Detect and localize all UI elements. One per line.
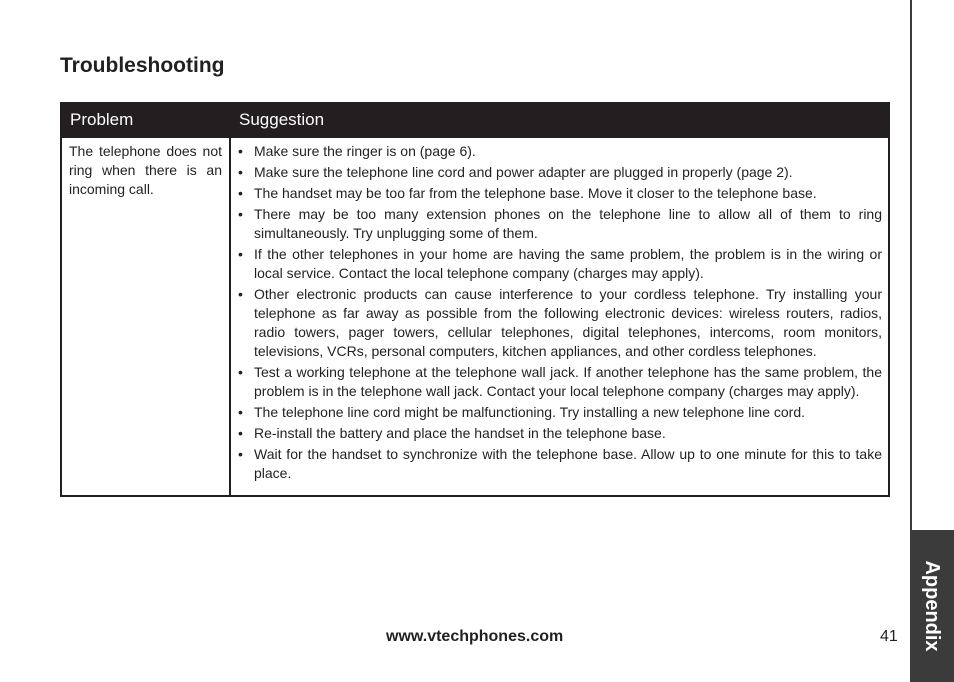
suggestion-item	[237, 403, 882, 422]
side-tab-label: Appendix	[921, 560, 944, 652]
suggestion-text: Wait for the handset to synchronize with the telephone base. Allow up to one minute for this to take place.	[254, 446, 882, 481]
bullet-icon: •	[238, 143, 243, 159]
suggestion-cell	[230, 137, 889, 496]
suggestion-text: Other electronic products can cause interference to your cordless telephone. Try installing your telephone as far away as possible from the following electronic devices: wireless routers, radios, radio towers, pager towers, cellular telephones, digital telephones, intercoms, room monitors, televisions, VCRs, personal computers, kitchen appliances, and other cordless telephones.	[254, 286, 882, 359]
bullet-icon: •	[238, 446, 243, 462]
footer-website-url: www.vtechphones.com	[386, 628, 564, 645]
suggestion-text: The telephone line cord might be malfunctioning. Try installing a new telephone line cord.	[254, 404, 805, 420]
bullet-icon: •	[238, 246, 243, 262]
suggestion-text: Make sure the ringer is on (page 6).	[254, 143, 476, 159]
bullet-icon: •	[238, 286, 243, 302]
suggestion-text: Test a working telephone at the telephone wall jack. If another telephone has the same problem, the problem is in the telephone wall jack. Contact your local telephone company (charges may apply).	[254, 364, 882, 399]
bullet-icon: •	[238, 364, 243, 380]
bullet-icon: •	[238, 185, 243, 201]
suggestion-text: The handset may be too far from the telephone base. Move it closer to the telephone base.	[254, 185, 817, 201]
bullet-icon: •	[238, 404, 243, 420]
bullet-icon: •	[238, 164, 243, 180]
suggestion-item	[237, 163, 882, 182]
bullet-icon: •	[238, 425, 243, 441]
suggestion-item	[237, 445, 882, 483]
suggestion-item	[237, 142, 882, 161]
appendix-side-tab	[910, 530, 954, 682]
problem-cell: The telephone does not ring when there is an incoming call.	[61, 137, 230, 496]
suggestion-item	[237, 424, 882, 443]
suggestion-item	[237, 245, 882, 283]
troubleshooting-table	[60, 102, 890, 497]
suggestion-item	[237, 205, 882, 243]
column-header-problem: Problem	[61, 103, 230, 137]
table-header-row	[61, 103, 889, 137]
suggestion-text: Make sure the telephone line cord and power adapter are plugged in properly (page 2).	[254, 164, 793, 180]
suggestion-item	[237, 363, 882, 401]
suggestion-text: If the other telephones in your home are having the same problem, the problem is in the wiring or local service. Contact the local telephone company (charges may apply).	[254, 246, 882, 281]
suggestion-text: Re-install the battery and place the handset in the telephone base.	[254, 425, 666, 441]
page-number: 41	[880, 628, 898, 645]
bullet-icon: •	[238, 206, 243, 222]
page-title: Troubleshooting	[60, 54, 225, 77]
suggestion-item	[237, 285, 882, 361]
suggestion-list	[237, 142, 882, 483]
column-header-suggestion: Suggestion	[230, 103, 889, 137]
suggestion-item	[237, 184, 882, 203]
suggestion-text: There may be too many extension phones on the telephone line to allow all of them to ring simultaneously. Try unplugging some of them.	[254, 206, 882, 241]
table-row	[61, 137, 889, 496]
